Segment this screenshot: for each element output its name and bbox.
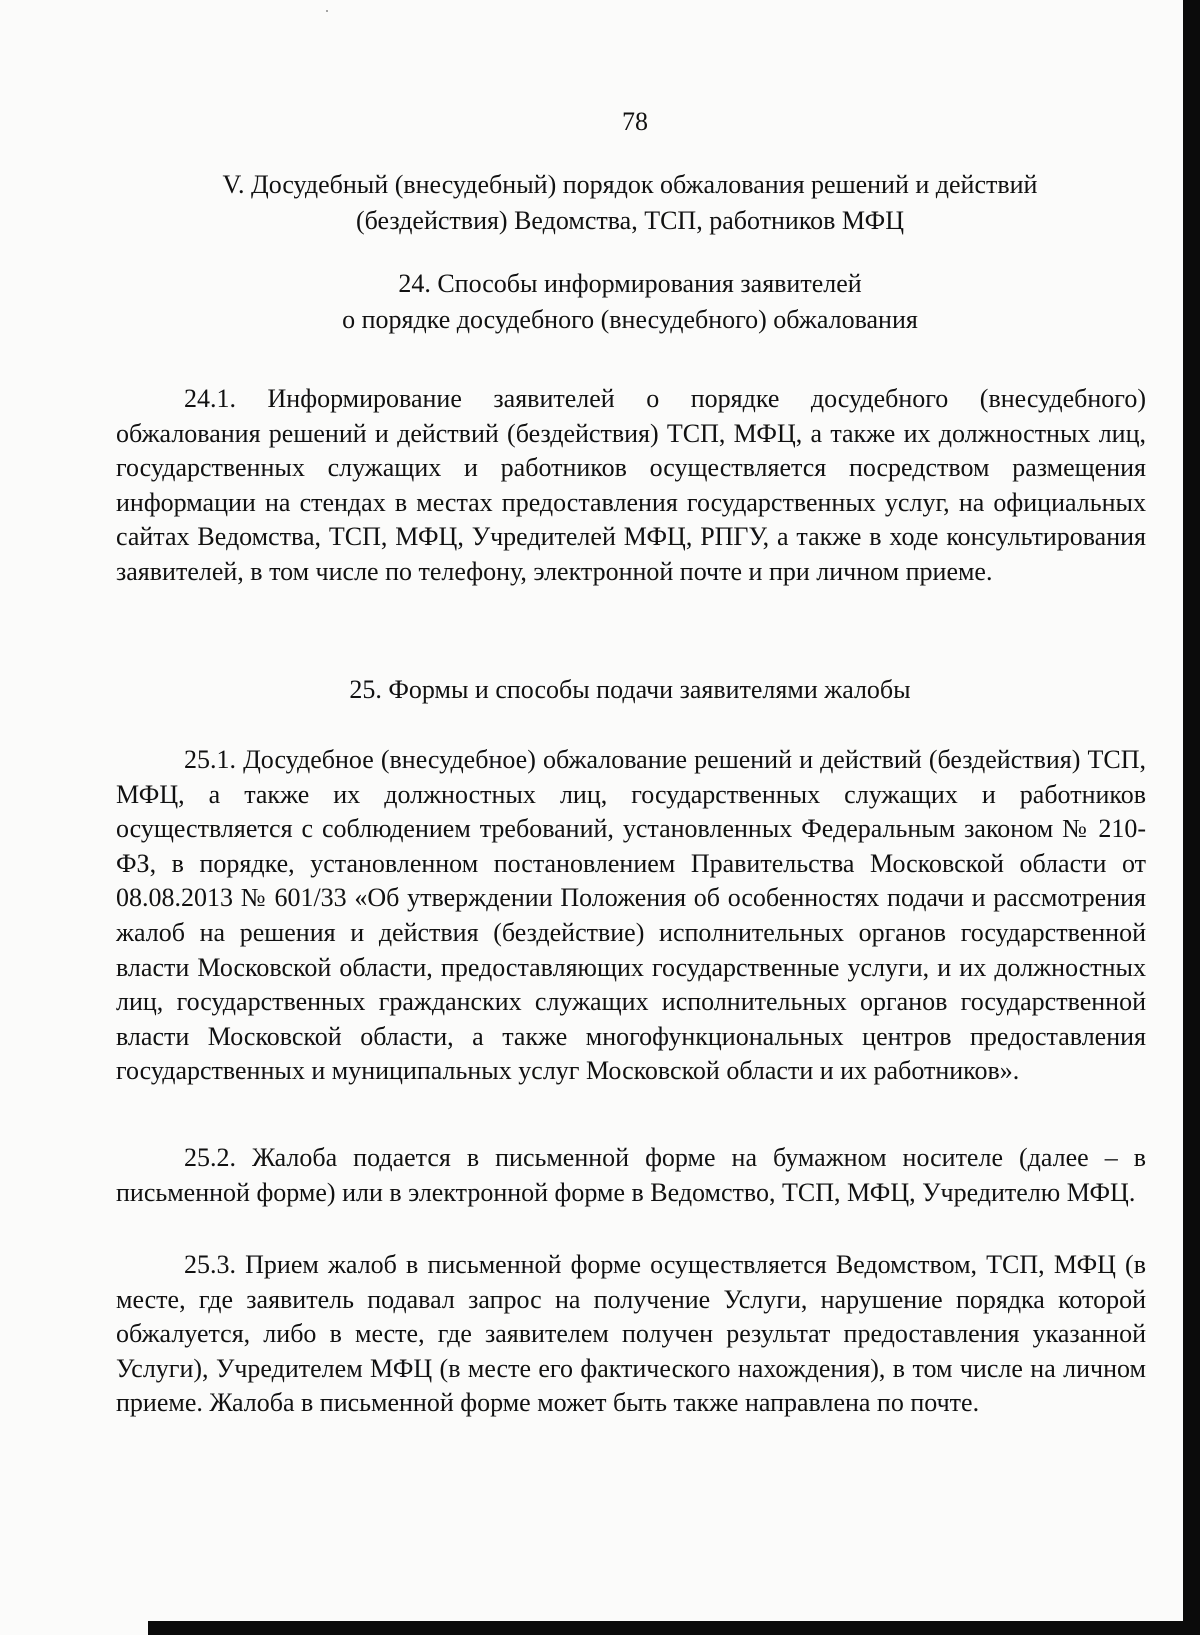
chapter-heading-line-1: V. Досудебный (внесудебный) порядок обжалования решений и действий [222, 170, 1038, 199]
paragraph-25-3: 25.3. Прием жалоб в письменной форме осуществляется Ведомством, ТСП, МФЦ (в месте, где заявитель подавал запрос на получение Услуги, нарушение порядка которой обжалуется, либо в месте, где заявителем получен результат предоставления указанной Услуги), Учредителем МФЦ (в месте его фактического нахождения), в том числе на личном приеме. Жалоба в письменной форме может быть также направлена по почте. [116, 1250, 1146, 1418]
chapter-heading-line-2: (бездействия) Ведомства, ТСП, работников МФЦ [356, 206, 904, 235]
section-25-heading [110, 672, 1150, 708]
scan-edge-bottom [148, 1621, 1200, 1635]
section-25-heading-line: 25. Формы и способы подачи заявителями жалобы [349, 675, 911, 704]
paragraph-25-1: 25.1. Досудебное (внесудебное) обжалование решений и действий (бездействия) ТСП, МФЦ, а также их должностных лиц, государственных служащих и работников осуществляется с соблюдением требований, установленных Федеральным законом № 210-ФЗ, в порядке, установленном постановлением Правительства Московской области от 08.08.2013 № 601/33 «Об утверждении Положения об особенностях подачи и рассмотрения жалоб на решения и действия (бездействие) исполнительных органов государственной власти Московской области, предоставляющих государственные услуги, и их должностных лиц, государственных гражданских служащих исполнительных органов государственной власти Московской области, а также многофункциональных центров предоставления государственных и муниципальных услуг Московской области и их работников». [116, 745, 1146, 1086]
section-24-heading-line-2: о порядке досудебного (внесудебного) обжалования [342, 305, 918, 334]
scan-edge-right [1183, 0, 1200, 1635]
paragraph-24-1: 24.1. Информирование заявителей о порядке досудебного (внесудебного) обжалования решений и действий (бездействия) ТСП, МФЦ, а также их должностных лиц, государственных служащих и работников осуществляется посредством размещения информации на стендах в местах предоставления государственных услуг, на официальных сайтах Ведомства, ТСП, МФЦ, Учредителей МФЦ, РПГУ, а также в ходе консультирования заявителей, в том числе по телефону, электронной почте и при личном приеме. [116, 384, 1146, 586]
paragraph-25-2: 25.2. Жалоба подается в письменной форме на бумажном носителе (далее – в письменной форме) или в электронной форме в Ведомство, ТСП, МФЦ, Учредителю МФЦ. [116, 1143, 1146, 1207]
scan-speck [326, 10, 328, 12]
page-number: 78 [622, 107, 648, 136]
chapter-heading [110, 167, 1150, 239]
section-24-heading-line-1: 24. Способы информирования заявителей [398, 269, 862, 298]
section-24-heading [110, 266, 1150, 338]
